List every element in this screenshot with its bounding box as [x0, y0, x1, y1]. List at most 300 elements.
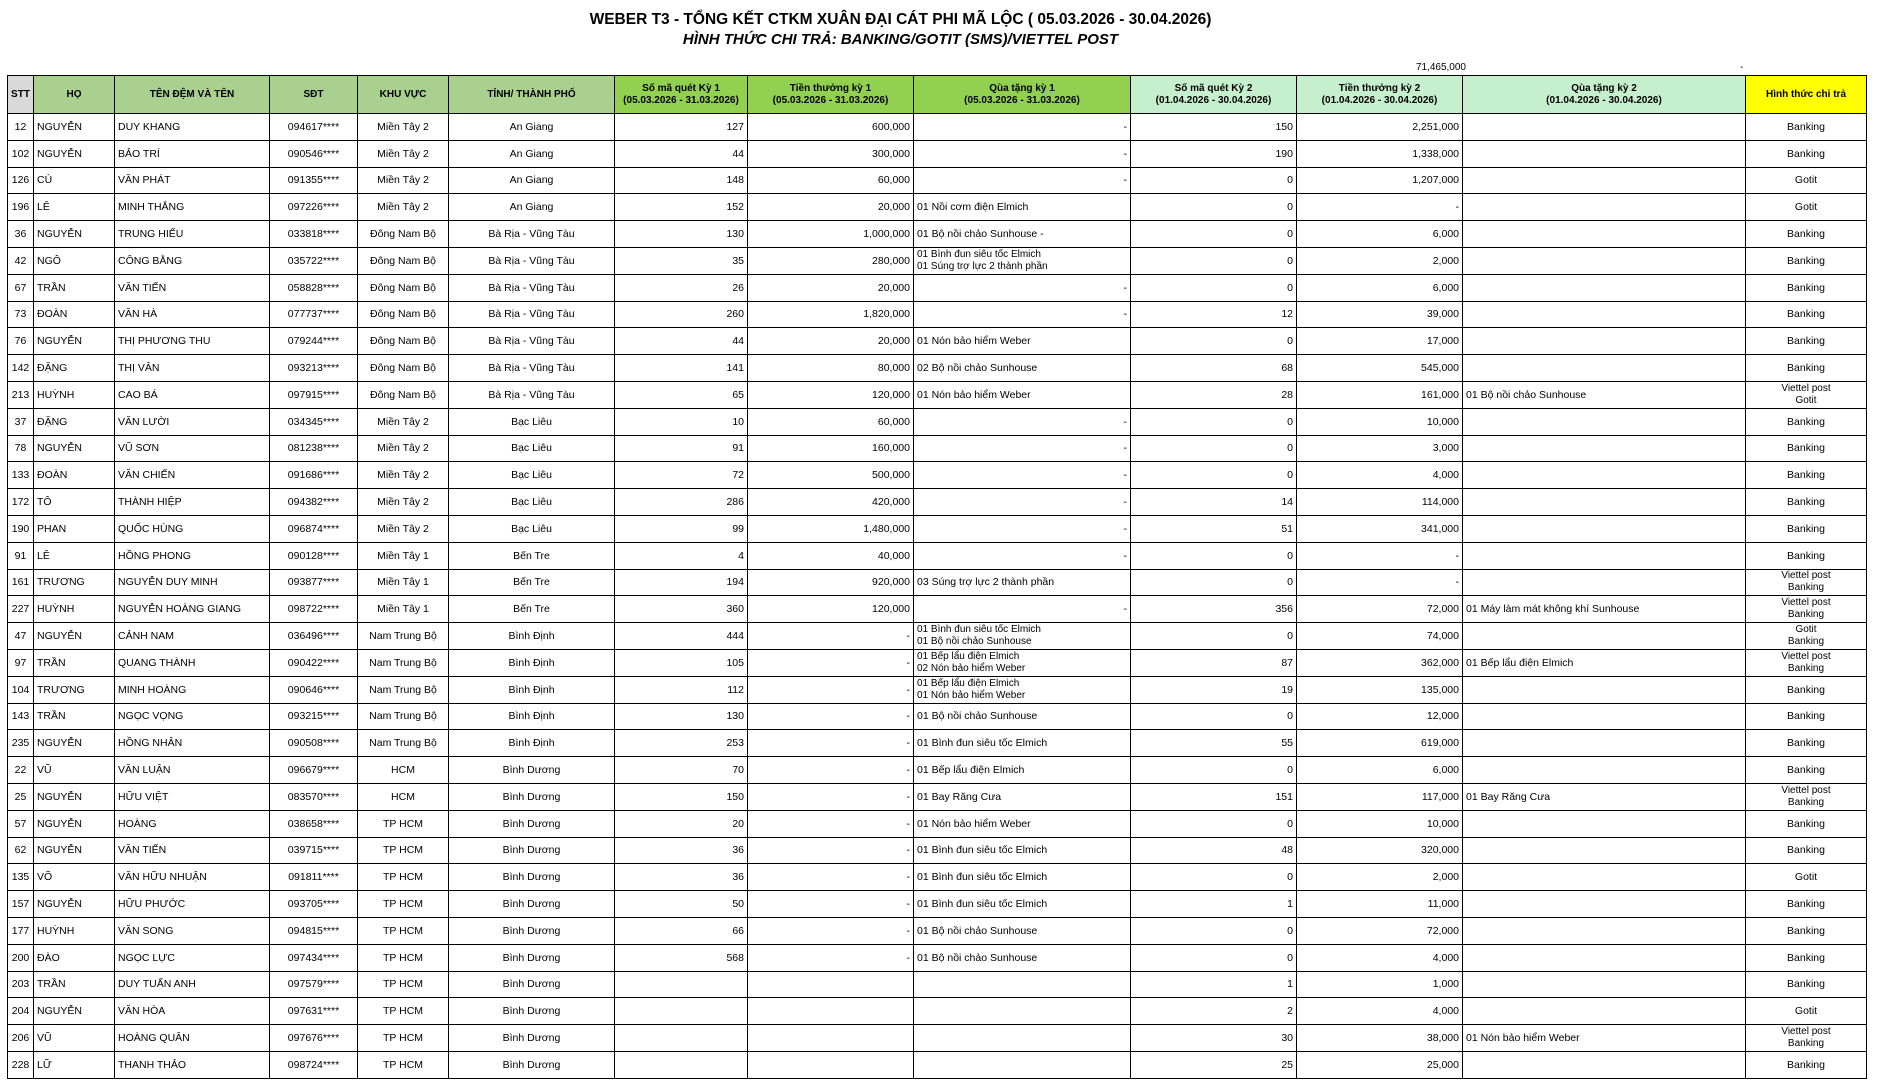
cell-stt[interactable]: 126	[8, 167, 34, 194]
col-header-reward2[interactable]: Tiền thưởng kỳ 2 (01.04.2026 - 30.04.2026)	[1297, 76, 1463, 114]
cell-scan1[interactable]: 50	[615, 891, 748, 918]
cell-payment[interactable]: Banking	[1746, 703, 1867, 730]
cell-ho[interactable]: VÕ	[34, 864, 115, 891]
cell-ten[interactable]: QUỐC HÙNG	[115, 515, 270, 542]
cell-tinh[interactable]: Bình Dương	[449, 757, 615, 784]
cell-reward2[interactable]: 4,000	[1297, 944, 1463, 971]
cell-sdt[interactable]: 079244****	[270, 328, 358, 355]
cell-gift1[interactable]	[914, 703, 1131, 730]
cell-reward1[interactable]	[748, 1025, 914, 1052]
cell-gift2[interactable]	[1463, 542, 1746, 569]
cell-reward2[interactable]: 161,000	[1297, 381, 1463, 408]
cell-payment[interactable]: Banking	[1746, 676, 1867, 703]
cell-tinh[interactable]: Bà Rịa - Vũng Tàu	[449, 247, 615, 274]
cell-sdt[interactable]: 039715****	[270, 837, 358, 864]
cell-sdt[interactable]: 093877****	[270, 569, 358, 596]
cell-stt[interactable]: 12	[8, 114, 34, 141]
cell-sdt[interactable]: 036496****	[270, 623, 358, 650]
cell-payment[interactable]: Banking	[1746, 971, 1867, 998]
cell-scan2[interactable]: 0	[1131, 328, 1297, 355]
cell-reward2[interactable]: 6,000	[1297, 221, 1463, 248]
cell-stt[interactable]: 235	[8, 730, 34, 757]
cell-reward2[interactable]: 341,000	[1297, 515, 1463, 542]
cell-tinh[interactable]: An Giang	[449, 194, 615, 221]
cell-stt[interactable]: 104	[8, 676, 34, 703]
cell-gift2[interactable]	[1463, 408, 1746, 435]
cell-reward1[interactable]: 1,820,000	[748, 301, 914, 328]
cell-khu-vuc[interactable]: HCM	[358, 757, 449, 784]
cell-gift2[interactable]	[1463, 703, 1746, 730]
cell-stt[interactable]: 196	[8, 194, 34, 221]
cell-sdt[interactable]: 090646****	[270, 676, 358, 703]
cell-payment[interactable]	[1746, 783, 1867, 810]
cell-tinh[interactable]: Bình Định	[449, 703, 615, 730]
cell-scan1[interactable]: 360	[615, 596, 748, 623]
cell-scan2[interactable]: 0	[1131, 569, 1297, 596]
cell-sdt[interactable]: 097434****	[270, 944, 358, 971]
cell-scan1[interactable]: 444	[615, 623, 748, 650]
cell-scan2[interactable]: 0	[1131, 917, 1297, 944]
cell-payment[interactable]: Banking	[1746, 837, 1867, 864]
cell-reward2[interactable]: 4,000	[1297, 998, 1463, 1025]
cell-reward2[interactable]: 6,000	[1297, 757, 1463, 784]
cell-gift2[interactable]: 01 Máy làm mát không khí Sunhouse	[1463, 596, 1746, 623]
cell-payment[interactable]	[1746, 596, 1867, 623]
cell-reward1[interactable]: 60,000	[748, 167, 914, 194]
cell-khu-vuc[interactable]: Đông Nam Bộ	[358, 355, 449, 382]
col-header-payment[interactable]: Hình thức chi trả	[1746, 76, 1867, 114]
cell-scan2[interactable]: 28	[1131, 381, 1297, 408]
cell-ten[interactable]: VĂN PHÁT	[115, 167, 270, 194]
cell-khu-vuc[interactable]: Miền Tây 2	[358, 489, 449, 516]
cell-scan1[interactable]	[615, 998, 748, 1025]
cell-khu-vuc[interactable]: Đông Nam Bộ	[358, 247, 449, 274]
cell-scan2[interactable]: 25	[1131, 1051, 1297, 1078]
cell-stt[interactable]: 200	[8, 944, 34, 971]
cell-reward1[interactable]: -	[748, 623, 914, 650]
cell-gift1[interactable]	[914, 542, 1131, 569]
cell-tinh[interactable]: Bình Dương	[449, 971, 615, 998]
cell-sdt[interactable]: 093215****	[270, 703, 358, 730]
cell-sdt[interactable]: 098724****	[270, 1051, 358, 1078]
cell-payment[interactable]: Banking	[1746, 328, 1867, 355]
cell-tinh[interactable]: Bình Dương	[449, 998, 615, 1025]
cell-ho[interactable]: TRẦN	[34, 649, 115, 676]
cell-scan1[interactable]: 105	[615, 649, 748, 676]
cell-reward2[interactable]: 1,338,000	[1297, 140, 1463, 167]
cell-gift2[interactable]	[1463, 730, 1746, 757]
cell-tinh[interactable]: Bình Định	[449, 649, 615, 676]
cell-reward2[interactable]: 12,000	[1297, 703, 1463, 730]
cell-sdt[interactable]: 091686****	[270, 462, 358, 489]
cell-payment[interactable]: Banking	[1746, 891, 1867, 918]
cell-ten[interactable]: TRUNG HIẾU	[115, 221, 270, 248]
cell-ten[interactable]: THỊ VÂN	[115, 355, 270, 382]
cell-stt[interactable]: 227	[8, 596, 34, 623]
cell-ho[interactable]: ĐẶNG	[34, 355, 115, 382]
cell-ho[interactable]: NGUYỄN	[34, 891, 115, 918]
cell-scan1[interactable]: 91	[615, 435, 748, 462]
cell-scan1[interactable]: 152	[615, 194, 748, 221]
cell-ho[interactable]: HUỲNH	[34, 381, 115, 408]
cell-reward2[interactable]: 2,000	[1297, 864, 1463, 891]
cell-ten[interactable]: MINH THẮNG	[115, 194, 270, 221]
cell-reward1[interactable]: 120,000	[748, 596, 914, 623]
cell-sdt[interactable]: 083570****	[270, 783, 358, 810]
cell-khu-vuc[interactable]: Miền Tây 2	[358, 515, 449, 542]
cell-payment[interactable]: Banking	[1746, 247, 1867, 274]
cell-payment[interactable]: Banking	[1746, 435, 1867, 462]
cell-ho[interactable]: VŨ	[34, 757, 115, 784]
cell-ten[interactable]: QUANG THÀNH	[115, 649, 270, 676]
cell-payment[interactable]: Banking	[1746, 355, 1867, 382]
cell-ho[interactable]: ĐOÀN	[34, 462, 115, 489]
cell-reward1[interactable]: -	[748, 676, 914, 703]
cell-payment[interactable]: Banking	[1746, 1051, 1867, 1078]
cell-khu-vuc[interactable]: TP HCM	[358, 1051, 449, 1078]
cell-gift2[interactable]	[1463, 998, 1746, 1025]
cell-scan1[interactable]: 286	[615, 489, 748, 516]
cell-scan1[interactable]: 194	[615, 569, 748, 596]
cell-tinh[interactable]: Bình Dương	[449, 891, 615, 918]
cell-ten[interactable]: VĂN HỮU NHUẬN	[115, 864, 270, 891]
col-header-stt[interactable]: STT	[8, 76, 34, 114]
cell-gift2[interactable]: 01 Bộ nồi chảo Sunhouse	[1463, 381, 1746, 408]
cell-gift1[interactable]	[914, 676, 1131, 703]
cell-ho[interactable]: TRẦN	[34, 971, 115, 998]
cell-reward2[interactable]: 2,251,000	[1297, 114, 1463, 141]
cell-stt[interactable]: 37	[8, 408, 34, 435]
cell-reward1[interactable]: -	[748, 783, 914, 810]
cell-reward1[interactable]: 300,000	[748, 140, 914, 167]
cell-scan2[interactable]: 0	[1131, 462, 1297, 489]
cell-gift2[interactable]	[1463, 462, 1746, 489]
cell-khu-vuc[interactable]: Miền Tây 1	[358, 569, 449, 596]
cell-sdt[interactable]: 090546****	[270, 140, 358, 167]
cell-gift1[interactable]	[914, 140, 1131, 167]
cell-scan1[interactable]: 253	[615, 730, 748, 757]
cell-tinh[interactable]: Bình Dương	[449, 1051, 615, 1078]
cell-gift1[interactable]	[914, 569, 1131, 596]
cell-stt[interactable]: 172	[8, 489, 34, 516]
cell-sdt[interactable]: 098722****	[270, 596, 358, 623]
cell-tinh[interactable]: Bình Định	[449, 623, 615, 650]
cell-gift2[interactable]	[1463, 864, 1746, 891]
cell-reward2[interactable]: 72,000	[1297, 596, 1463, 623]
cell-reward1[interactable]: -	[748, 730, 914, 757]
cell-stt[interactable]: 161	[8, 569, 34, 596]
cell-stt[interactable]: 143	[8, 703, 34, 730]
cell-stt[interactable]: 76	[8, 328, 34, 355]
cell-gift2[interactable]: 01 Bếp lẩu điện Elmich	[1463, 649, 1746, 676]
cell-khu-vuc[interactable]: Miền Tây 2	[358, 435, 449, 462]
cell-stt[interactable]: 213	[8, 381, 34, 408]
cell-scan2[interactable]: 55	[1131, 730, 1297, 757]
cell-scan2[interactable]: 0	[1131, 944, 1297, 971]
cell-ten[interactable]: VĂN TIẾN	[115, 837, 270, 864]
cell-gift1[interactable]	[914, 971, 1131, 998]
cell-tinh[interactable]: An Giang	[449, 167, 615, 194]
cell-payment[interactable]	[1746, 623, 1867, 650]
cell-gift1[interactable]	[914, 247, 1131, 274]
cell-khu-vuc[interactable]: Nam Trung Bộ	[358, 703, 449, 730]
cell-gift1[interactable]	[914, 462, 1131, 489]
cell-stt[interactable]: 135	[8, 864, 34, 891]
cell-gift1[interactable]	[914, 783, 1131, 810]
cell-khu-vuc[interactable]: Miền Tây 2	[358, 194, 449, 221]
cell-reward2[interactable]: -	[1297, 542, 1463, 569]
cell-sdt[interactable]: 097631****	[270, 998, 358, 1025]
cell-gift1[interactable]	[914, 864, 1131, 891]
cell-stt[interactable]: 228	[8, 1051, 34, 1078]
cell-payment[interactable]: Banking	[1746, 140, 1867, 167]
cell-reward2[interactable]: 3,000	[1297, 435, 1463, 462]
cell-scan2[interactable]: 0	[1131, 864, 1297, 891]
cell-gift2[interactable]	[1463, 114, 1746, 141]
cell-sdt[interactable]: 033818****	[270, 221, 358, 248]
cell-gift2[interactable]	[1463, 837, 1746, 864]
cell-stt[interactable]: 177	[8, 917, 34, 944]
cell-reward2[interactable]: 11,000	[1297, 891, 1463, 918]
cell-khu-vuc[interactable]: Đông Nam Bộ	[358, 221, 449, 248]
cell-ten[interactable]: VĂN HÒA	[115, 998, 270, 1025]
cell-reward1[interactable]: 120,000	[748, 381, 914, 408]
cell-stt[interactable]: 206	[8, 1025, 34, 1052]
cell-tinh[interactable]: Bà Rịa - Vũng Tàu	[449, 355, 615, 382]
cell-stt[interactable]: 91	[8, 542, 34, 569]
cell-gift1[interactable]	[914, 435, 1131, 462]
cell-ten[interactable]: VĂN LUẬN	[115, 757, 270, 784]
cell-reward1[interactable]: 280,000	[748, 247, 914, 274]
cell-khu-vuc[interactable]: Miền Tây 2	[358, 408, 449, 435]
cell-gift1[interactable]	[914, 730, 1131, 757]
cell-gift2[interactable]	[1463, 569, 1746, 596]
cell-ten[interactable]: VŨ SƠN	[115, 435, 270, 462]
cell-scan1[interactable]: 36	[615, 837, 748, 864]
cell-reward2[interactable]: 117,000	[1297, 783, 1463, 810]
cell-gift2[interactable]	[1463, 194, 1746, 221]
cell-payment[interactable]	[1746, 381, 1867, 408]
col-header-gift1[interactable]: Qùa tặng kỳ 1 (05.03.2026 - 31.03.2026)	[914, 76, 1131, 114]
cell-ten[interactable]: HOÀNG QUÂN	[115, 1025, 270, 1052]
cell-sdt[interactable]: 034345****	[270, 408, 358, 435]
cell-payment[interactable]	[1746, 649, 1867, 676]
cell-reward2[interactable]: -	[1297, 194, 1463, 221]
cell-scan2[interactable]: 14	[1131, 489, 1297, 516]
cell-sdt[interactable]: 097579****	[270, 971, 358, 998]
cell-stt[interactable]: 36	[8, 221, 34, 248]
cell-stt[interactable]: 67	[8, 274, 34, 301]
cell-ho[interactable]: NGUYỄN	[34, 810, 115, 837]
cell-reward1[interactable]: -	[748, 703, 914, 730]
cell-gift1[interactable]	[914, 649, 1131, 676]
cell-reward1[interactable]: 1,480,000	[748, 515, 914, 542]
cell-sdt[interactable]: 091355****	[270, 167, 358, 194]
cell-tinh[interactable]: Bà Rịa - Vũng Tàu	[449, 221, 615, 248]
cell-ten[interactable]: HỒNG PHONG	[115, 542, 270, 569]
cell-ho[interactable]: TRƯƠNG	[34, 569, 115, 596]
cell-gift1[interactable]	[914, 944, 1131, 971]
cell-tinh[interactable]: Bà Rịa - Vũng Tàu	[449, 274, 615, 301]
cell-gift2[interactable]	[1463, 355, 1746, 382]
cell-ten[interactable]: THÀNH HIỆP	[115, 489, 270, 516]
cell-sdt[interactable]: 097226****	[270, 194, 358, 221]
cell-khu-vuc[interactable]: TP HCM	[358, 837, 449, 864]
cell-khu-vuc[interactable]: TP HCM	[358, 971, 449, 998]
cell-stt[interactable]: 97	[8, 649, 34, 676]
cell-sdt[interactable]: 097915****	[270, 381, 358, 408]
cell-gift2[interactable]	[1463, 167, 1746, 194]
cell-reward1[interactable]: 500,000	[748, 462, 914, 489]
cell-sdt[interactable]: 094815****	[270, 917, 358, 944]
cell-gift1[interactable]	[914, 810, 1131, 837]
cell-khu-vuc[interactable]: TP HCM	[358, 998, 449, 1025]
cell-payment[interactable]	[1746, 1025, 1867, 1052]
col-header-sdt[interactable]: SĐT	[270, 76, 358, 114]
cell-reward1[interactable]: 420,000	[748, 489, 914, 516]
cell-ho[interactable]: ĐÀO	[34, 944, 115, 971]
cell-reward1[interactable]	[748, 998, 914, 1025]
cell-reward2[interactable]: 10,000	[1297, 810, 1463, 837]
cell-tinh[interactable]: Bình Dương	[449, 944, 615, 971]
cell-gift1[interactable]	[914, 917, 1131, 944]
cell-reward1[interactable]: 20,000	[748, 194, 914, 221]
cell-gift1[interactable]	[914, 408, 1131, 435]
cell-scan2[interactable]: 87	[1131, 649, 1297, 676]
cell-scan1[interactable]: 99	[615, 515, 748, 542]
cell-reward2[interactable]: 25,000	[1297, 1051, 1463, 1078]
cell-ho[interactable]: LÊ	[34, 194, 115, 221]
cell-sdt[interactable]: 096679****	[270, 757, 358, 784]
cell-payment[interactable]	[1746, 569, 1867, 596]
cell-scan2[interactable]: 0	[1131, 274, 1297, 301]
cell-payment[interactable]: Banking	[1746, 944, 1867, 971]
cell-ho[interactable]: NGUYỄN	[34, 837, 115, 864]
cell-khu-vuc[interactable]: Miền Tây 2	[358, 114, 449, 141]
cell-ten[interactable]: VĂN SONG	[115, 917, 270, 944]
cell-ho[interactable]: NGUYỄN	[34, 328, 115, 355]
cell-sdt[interactable]: 091811****	[270, 864, 358, 891]
cell-reward2[interactable]: 114,000	[1297, 489, 1463, 516]
cell-stt[interactable]: 57	[8, 810, 34, 837]
cell-gift1[interactable]	[914, 328, 1131, 355]
col-header-ten[interactable]: TÊN ĐỆM VÀ TÊN	[115, 76, 270, 114]
cell-scan2[interactable]: 0	[1131, 408, 1297, 435]
cell-reward2[interactable]: 619,000	[1297, 730, 1463, 757]
cell-scan1[interactable]: 568	[615, 944, 748, 971]
cell-stt[interactable]: 22	[8, 757, 34, 784]
cell-reward2[interactable]: 320,000	[1297, 837, 1463, 864]
cell-ho[interactable]: NGUYỄN	[34, 140, 115, 167]
cell-stt[interactable]: 25	[8, 783, 34, 810]
cell-khu-vuc[interactable]: Đông Nam Bộ	[358, 328, 449, 355]
cell-payment[interactable]: Banking	[1746, 810, 1867, 837]
cell-tinh[interactable]: Bình Định	[449, 676, 615, 703]
cell-scan2[interactable]: 2	[1131, 998, 1297, 1025]
cell-payment[interactable]: Gotit	[1746, 194, 1867, 221]
cell-stt[interactable]: 157	[8, 891, 34, 918]
cell-tinh[interactable]: Bạc Liêu	[449, 435, 615, 462]
cell-sdt[interactable]: 096874****	[270, 515, 358, 542]
cell-gift2[interactable]	[1463, 623, 1746, 650]
cell-gift1[interactable]	[914, 1025, 1131, 1052]
cell-reward2[interactable]: 72,000	[1297, 917, 1463, 944]
cell-gift2[interactable]	[1463, 435, 1746, 462]
cell-ten[interactable]: THANH THẢO	[115, 1051, 270, 1078]
cell-reward1[interactable]: -	[748, 837, 914, 864]
cell-reward1[interactable]: -	[748, 757, 914, 784]
cell-gift2[interactable]	[1463, 515, 1746, 542]
cell-scan2[interactable]: 0	[1131, 623, 1297, 650]
cell-tinh[interactable]: Bà Rịa - Vũng Tàu	[449, 301, 615, 328]
cell-scan2[interactable]: 0	[1131, 757, 1297, 784]
cell-scan2[interactable]: 51	[1131, 515, 1297, 542]
cell-gift1[interactable]	[914, 301, 1131, 328]
cell-reward2[interactable]: 39,000	[1297, 301, 1463, 328]
cell-khu-vuc[interactable]: TP HCM	[358, 891, 449, 918]
cell-stt[interactable]: 203	[8, 971, 34, 998]
cell-gift1[interactable]	[914, 515, 1131, 542]
cell-payment[interactable]: Banking	[1746, 917, 1867, 944]
cell-khu-vuc[interactable]: TP HCM	[358, 1025, 449, 1052]
cell-sdt[interactable]: 097676****	[270, 1025, 358, 1052]
cell-gift2[interactable]	[1463, 917, 1746, 944]
cell-ten[interactable]: HỒNG NHÂN	[115, 730, 270, 757]
cell-payment[interactable]: Gotit	[1746, 998, 1867, 1025]
cell-ten[interactable]: VĂN TIẾN	[115, 274, 270, 301]
cell-stt[interactable]: 204	[8, 998, 34, 1025]
col-header-scan2[interactable]: Số mã quét Kỳ 2 (01.04.2026 - 30.04.2026)	[1131, 76, 1297, 114]
cell-gift1[interactable]	[914, 891, 1131, 918]
cell-scan1[interactable]: 148	[615, 167, 748, 194]
col-header-tinh[interactable]: TỈNH/ THÀNH PHỐ	[449, 76, 615, 114]
cell-reward1[interactable]: -	[748, 944, 914, 971]
cell-reward1[interactable]: 60,000	[748, 408, 914, 435]
cell-payment[interactable]: Banking	[1746, 114, 1867, 141]
col-header-khu-vuc[interactable]: KHU VỰC	[358, 76, 449, 114]
cell-scan1[interactable]: 44	[615, 328, 748, 355]
cell-khu-vuc[interactable]: TP HCM	[358, 810, 449, 837]
cell-sdt[interactable]: 077737****	[270, 301, 358, 328]
cell-ten[interactable]: HỮU VIỆT	[115, 783, 270, 810]
cell-tinh[interactable]: Bình Dương	[449, 783, 615, 810]
cell-scan2[interactable]: 150	[1131, 114, 1297, 141]
cell-tinh[interactable]: Bình Định	[449, 730, 615, 757]
cell-ho[interactable]: ĐOÀN	[34, 301, 115, 328]
cell-gift1[interactable]	[914, 1051, 1131, 1078]
col-header-reward1[interactable]: Tiền thưởng kỳ 1 (05.03.2026 - 31.03.2026)	[748, 76, 914, 114]
cell-tinh[interactable]: Bạc Liêu	[449, 489, 615, 516]
cell-reward1[interactable]: 20,000	[748, 328, 914, 355]
cell-gift1[interactable]	[914, 757, 1131, 784]
cell-ho[interactable]: NGUYỄN	[34, 114, 115, 141]
cell-khu-vuc[interactable]: Nam Trung Bộ	[358, 649, 449, 676]
cell-khu-vuc[interactable]: TP HCM	[358, 864, 449, 891]
cell-sdt[interactable]: 038658****	[270, 810, 358, 837]
cell-ten[interactable]: HOÀNG	[115, 810, 270, 837]
cell-reward2[interactable]: 135,000	[1297, 676, 1463, 703]
cell-scan1[interactable]: 130	[615, 703, 748, 730]
cell-ho[interactable]: NGUYỄN	[34, 221, 115, 248]
cell-scan2[interactable]: 48	[1131, 837, 1297, 864]
cell-reward2[interactable]: 6,000	[1297, 274, 1463, 301]
cell-tinh[interactable]: Bình Dương	[449, 917, 615, 944]
cell-scan1[interactable]	[615, 971, 748, 998]
cell-scan2[interactable]: 30	[1131, 1025, 1297, 1052]
cell-tinh[interactable]: Bình Dương	[449, 837, 615, 864]
cell-gift1[interactable]	[914, 623, 1131, 650]
cell-ho[interactable]: TRƯƠNG	[34, 676, 115, 703]
